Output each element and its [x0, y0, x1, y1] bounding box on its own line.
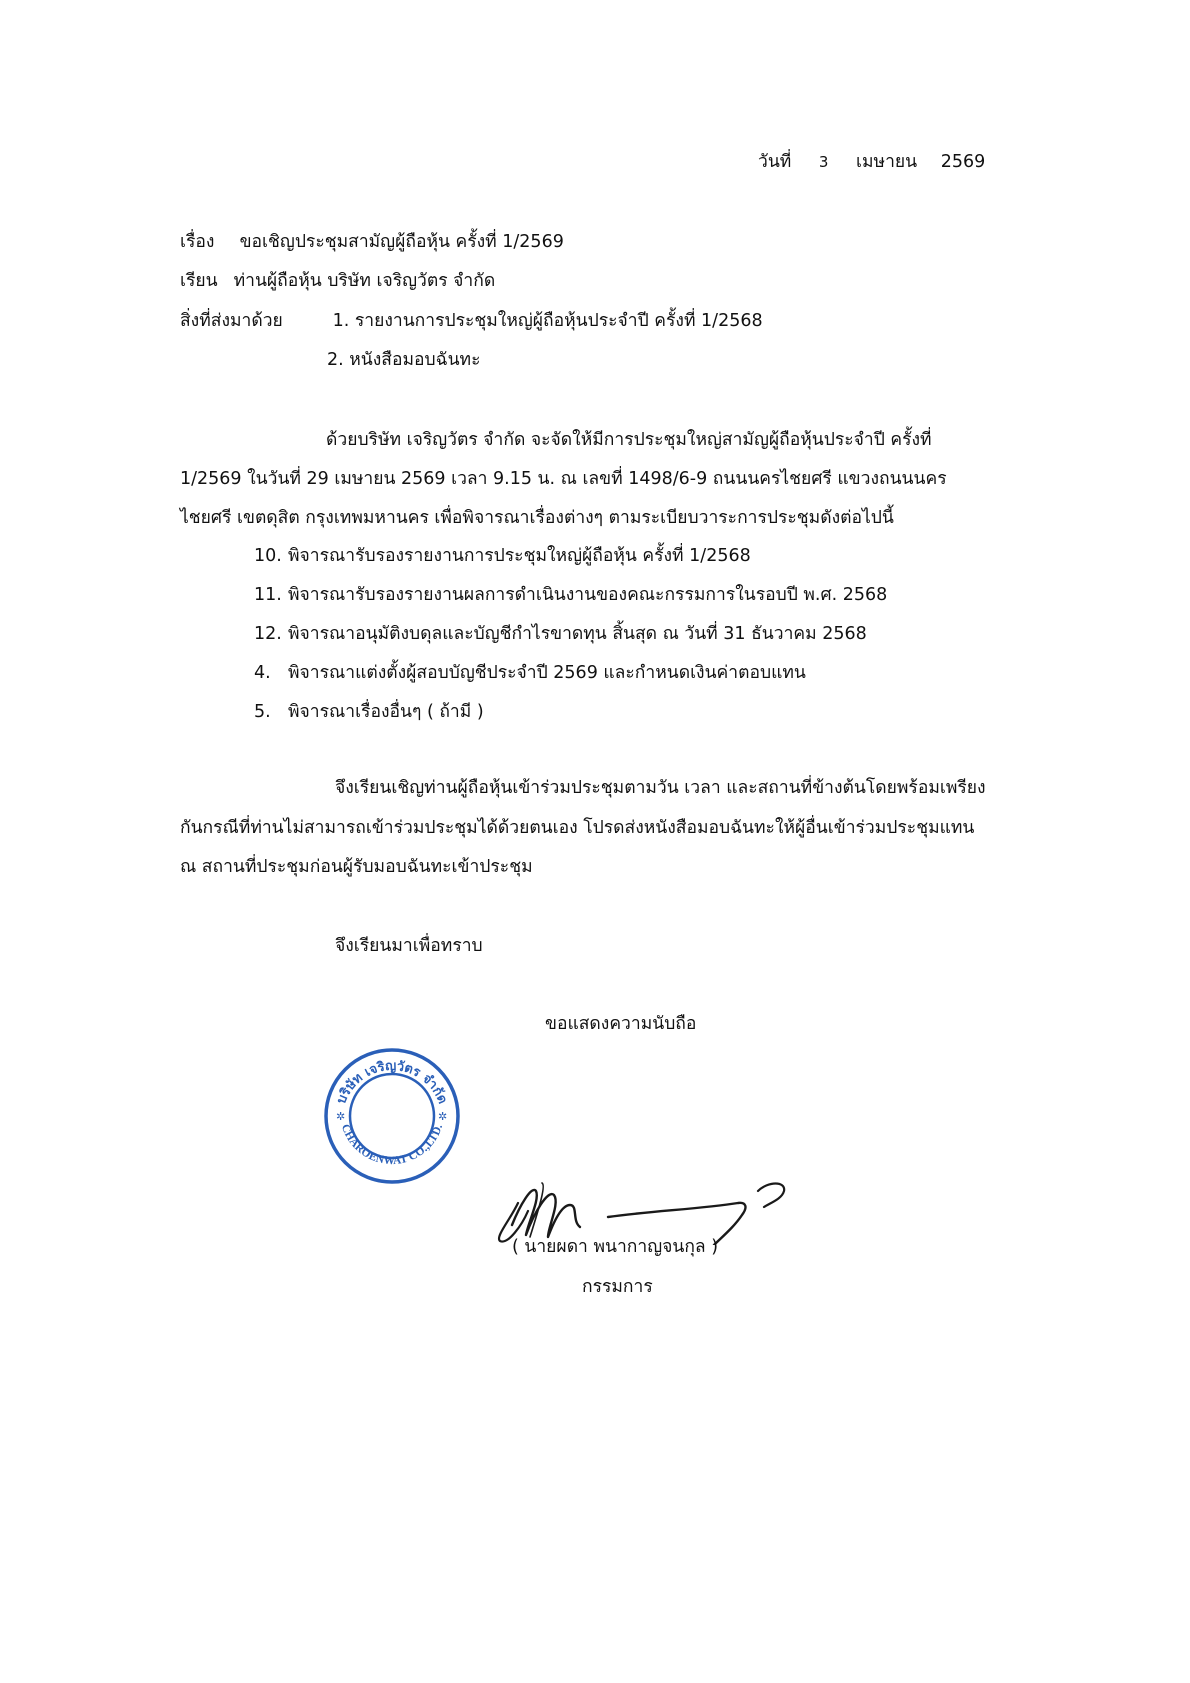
agenda-item [254, 624, 867, 645]
agenda-item [254, 546, 751, 567]
letter-date [758, 152, 985, 173]
enclosures-line [180, 311, 763, 332]
paragraph-2-line-1 [180, 778, 986, 799]
agenda-item [254, 702, 484, 723]
agenda-number: 4. [254, 663, 271, 683]
agenda-number: 11. [254, 585, 282, 605]
recipient-text: ท่านผู้ถือหุ้น บริษัท เจริญวัตร จำกัด [233, 271, 496, 291]
signer-name: ( นายผดา พนากาญจนกุล ) [512, 1237, 719, 1257]
date-day: 3 [818, 153, 829, 171]
recipient-line [180, 271, 495, 292]
date-label: วันที่ [758, 152, 792, 172]
closing-text: จึงเรียนมาเพื่อทราบ [335, 936, 483, 956]
agenda-text: พิจารณารับรองรายงานการประชุมใหญ่ผู้ถือหุ้น ครั้งที่ 1/2568 [288, 546, 751, 566]
subject-line [180, 232, 564, 253]
recipient-label: เรียน [180, 271, 218, 291]
agenda-text: พิจารณารับรองรายงานผลการดำเนินงานของคณะกรรมการในรอบปี พ.ศ. 2568 [288, 585, 888, 605]
company-stamp [322, 1046, 462, 1186]
paragraph-2-text: จึงเรียนเชิญท่านผู้ถือหุ้นเข้าร่วมประชุมตามวัน เวลา และสถานที่ข้างต้นโดยพร้อมเพรียง [335, 778, 986, 798]
enclosures-label: สิ่งที่ส่งมาด้วย [180, 311, 283, 331]
agenda-number: 10. [254, 546, 282, 566]
handwritten-signature [490, 1145, 820, 1245]
subject-text: ขอเชิญประชุมสามัญผู้ถือหุ้น ครั้งที่ 1/2569 [239, 232, 564, 252]
paragraph-1-line-1 [180, 430, 932, 451]
agenda-item [254, 663, 806, 684]
agenda-text: พิจารณาอนุมัติงบดุลและบัญชีกำไรขาดทุน สิ้นสุด ณ วันที่ 31 ธันวาคม 2568 [288, 624, 867, 644]
enclosure-item: 1. รายงานการประชุมใหญ่ผู้ถือหุ้นประจำปี ครั้งที่ 1/2568 [332, 311, 763, 331]
agenda-item [254, 585, 887, 606]
date-year: 2569 [940, 152, 986, 172]
enclosure-item: 2. หนังสือมอบฉันทะ [327, 350, 481, 370]
paragraph-2-line-3: ณ สถานที่ประชุมก่อนผู้รับมอบฉันทะเข้าประชุม [180, 857, 533, 877]
svg-text:✲: ✲ [438, 1110, 448, 1123]
svg-text:บริษัท เจริญวัตร จำกัด: บริษัท เจริญวัตร จำกัด [334, 1058, 450, 1107]
agenda-text: พิจารณาแต่งตั้งผู้สอบบัญชีประจำปี 2569 และกำหนดเงินค่าตอบแทน [288, 663, 806, 683]
svg-text:CHAROENWAT CO.,LTD.: CHAROENWAT CO.,LTD. [338, 1122, 446, 1168]
svg-text:✲: ✲ [336, 1110, 346, 1123]
paragraph-1-line-3: ไชยศรี เขตดุสิต กรุงเทพมหานคร เพื่อพิจารณาเรื่องต่างๆ ตามระเบียบวาระการประชุมดังต่อไปนี้ [180, 508, 894, 528]
agenda-text: พิจารณาเรื่องอื่นๆ ( ถ้ามี ) [288, 702, 484, 722]
paragraph-1-text: ด้วยบริษัท เจริญวัตร จำกัด จะจัดให้มีการประชุมใหญ่สามัญผู้ถือหุ้นประจำปี ครั้งที่ [326, 430, 932, 450]
paragraph-1-line-2: 1/2569 ในวันที่ 29 เมษายน 2569 เวลา 9.15 น. ณ เลขที่ 1498/6-9 ถนนนครไชยศรี แขวงถนนนคร [180, 469, 947, 489]
signer-title: กรรมการ [582, 1277, 653, 1297]
agenda-number: 5. [254, 702, 271, 722]
agenda-number: 12. [254, 624, 282, 644]
paragraph-2-line-2: กันกรณีที่ท่านไม่สามารถเข้าร่วมประชุมได้ด้วยตนเอง โปรดส่งหนังสือมอบฉันทะให้ผู้อื่นเข้าร่วมประชุมแทน [180, 818, 975, 838]
subject-label: เรื่อง [180, 232, 215, 252]
regards-text: ขอแสดงความนับถือ [545, 1014, 697, 1034]
date-month: เมษายน [856, 152, 918, 172]
